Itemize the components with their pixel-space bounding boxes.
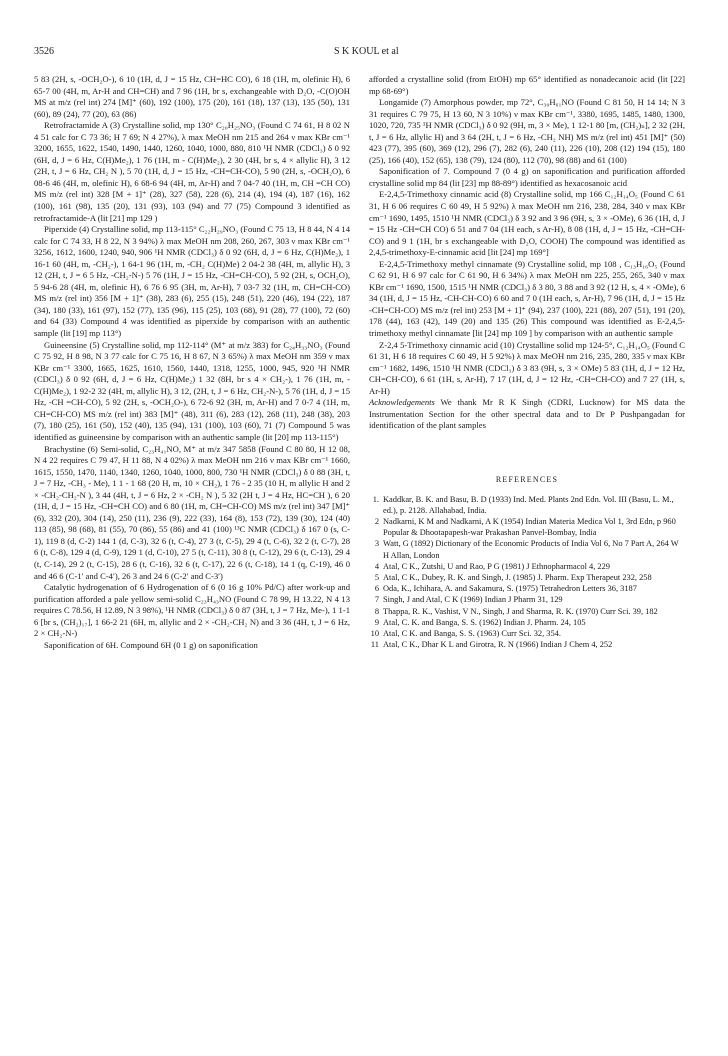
reference-item (369, 639, 685, 650)
reference-number: 4 (374, 561, 379, 571)
acknowledgements (369, 397, 685, 432)
reference-text: Atal, C K., Dhar K L and Girotra, R. N (1966) Indian J Chem 4, 252 (383, 640, 613, 650)
acknowledgements-text: We thank Mr R K Singh (CDRI, Lucknow) for MS data the Instrumentation Section for the other spectral data and to Dr P Pushpangadan for identification of the plant samples (369, 397, 685, 431)
left-paragraph: Piperxide (4) Crystalline solid, mp 113-115° C₂₂H₂₉NO₃ (Found C 75 13, H 8 44, N 4 14 calc for C 74 33, H 8 22, N 3 94%) λ max MeOH nm 208, 260, 267, 303 ν max KBr cm⁻¹ 3256, 1612, 1600, 1240, 940, 906 ¹H NMR (CDCl₃) δ 0 92 (6H, d, J = 6 Hz, C(H)Me₂), 1 16-1 60 (4H, m, -CH₂-), 1 64-1 96 (1H, m, -CH₂ C(H)Me) 2 04-2 38 (4H, m, allylic H), 3 12 (2H, t, J = 6 5 Hz, -CH₂-N-) 5 76 (1H, J = 15 Hz, -CH=CH-CO), 5 92 (2H, s, OCH₂O), 5 94-6 28 (4H, m, olefinic H), 6 76 6 95 (3H, m, Ar-H), 7 03-7 32 (1H, m, CH=CH-CO) MS m/z (rel int) 356 [M + 1]⁺ (38), 283 (6), 255 (15), 248 (51), 220 (46), 194 (22), 187 (34), 180 (33), 161 (97), 152 (77), 135 (96), 115 (25), 103 (68), 91 (28), 77 (100), 72 (60) and 64 (33) Compound 4 was identified as piperxide by comparison with an authentic sample (lit [19] mp 113°) (34, 224, 350, 339)
reference-text: Oda, K., Ichihara, A. and Sakamura, S. (1975) Tetrahedron Letters 36, 3187 (383, 584, 637, 594)
reference-text: Watt, G (1892) Dictionary of the Economic Products of India Vol 6, No 7 Part A, 264 W H Allan, London (383, 539, 679, 560)
reference-item (369, 561, 685, 572)
reference-item (369, 617, 685, 628)
left-paragraph: Retrofractamide A (3) Crystalline solid, mp 130° C₂₀H₂₅NO₃ (Found C 74 61, H 8 02 N 4 51 calc for C 73 36; H 7 69; N 4 27%), λ max MeOH nm 215 and 264 ν max KBr cm⁻¹ 3200, 1655, 1622, 1540, 1490, 1440, 1260, 1040, 1000, 880, 810 ¹H NMR (CDCl₃) δ 0 92 (6H, d, J = 6 Hz, C(H)Me₂), 1 76 (1H, m - C(H)Me₂), 2 30 (4H, br s, 4 × allylic H), 3 12 (2H, t, J = 6 Hz, CH₂ N ), 5 70 (1H, d, J = 15 Hz, -CH=CH-CO), 5 90 (2H, s, -OCH₂O), 6 08-6 46 (4H, m, olefinic H), 6 68-6 94 (4H, m, Ar-H) and 7 04-7 40 (1H, m, CH =CH CO) MS m/z (rel int) 328 [M + 1]⁺ (28), 327 (58), 228 (6), 214 (4), 194 (4), 187 (16), 162 (100), 161 (98), 135 (20), 131 (93), 103 (94) and 77 (75) Compound 3 identified as retrofractamide-A (lit [21] mp 129 ) (34, 120, 350, 223)
reference-number: 7 (374, 595, 379, 605)
reference-number: 11 (370, 640, 379, 650)
right-paragraph: Saponification of 7. Compound 7 (0 4 g) on saponification and purification afforded crystalline solid mp 84 (lit [23] mp 88-89°) identified as hexacosanoic acid (369, 166, 685, 188)
reference-item (369, 538, 685, 560)
reference-number: 3 (374, 539, 379, 549)
reference-text: Kaddkar, B. K. and Basu, B. D (1933) Ind. Med. Plants 2nd Edn. Vol. III (Basu, L. M., ed.), p. 2128. Allahabad, India. (383, 494, 674, 515)
reference-text: Atal, C K., Zutshi, U and Rao, P G (1981) J Ethnopharmacol 4, 229 (383, 561, 610, 571)
reference-number: 2 (374, 516, 379, 526)
right-paragraph: E-2,4,5-Trimethoxy methyl cinnamate (9) Crystalline solid, mp 108 , C₁₃H₁₆O₅ (Found C 62 91, H 6 97 calc for C 61 90, H 6 34%) λ max MeOH nm 225, 255, 265, 340 ν max KBr cm⁻¹ 1690, 1500, 1515 ¹H NMR (CDCl₃) δ 3 80, 3 88 and 3 92 (12 H, s, 4 × -OMe), 6 34 (1H, d, J = 15 Hz, -CH-CH-CO) 6 60 and 7 0 (1H each, s, Ar-H), 7 96 (1H, d, J = 15 Hz -CH=CH-CO) MS m/z (rel int) 253 [M + 1]⁺ (94), 237 (100), 221 (88), 207 (51), 191 (20), 178 (44), 163 (42), 149 (20) and 135 (26) This compound was identified as E-2,4,5-trimethoxy methyl cinnamate [lit [24] mp 109 ] by comparison with an authentic sample (369, 258, 685, 339)
right-column (369, 74, 685, 650)
left-column (34, 74, 350, 651)
page-header (34, 46, 694, 60)
reference-text: Atal, C K. and Banga, S. S. (1963) Curr Sci. 32, 354. (383, 628, 561, 638)
page-number: 3526 (34, 46, 54, 57)
reference-item (369, 516, 685, 538)
reference-number: 1. (372, 494, 379, 504)
reference-list (369, 494, 685, 651)
reference-text: Atal, C K., Dubey, R. K. and Singh, J. (1985) J. Pharm. Exp Therapeut 232, 258 (383, 572, 652, 582)
right-paragraph: E-2,4,5-Trimethoxy cinnamic acid (8) Crystalline solid, mp 166 C₁₂H₁₄O₅ (Found C 61 31, H 6 06 requires C 60 49, H 5 92%) λ max MeOH nm 216, 238, 284, 340 ν max KBr cm⁻¹ 1690, 1495, 1510 ¹H NMR (CDCl₃) δ 3 92 and 3 96 (9H, s, 3 × -OMe), 6 36 (1H, d, J = 15 Hz -CH=CH CO) 6 51 and 7 04 (1H each, s Ar-H), 8 08 (1H, d, J = 15 Hz, -CH=CH-CO) and 9 1 (1H, br s exchangeable with D₂O, COOH) The compound was identified as 2,4,5-trimethoxy-E-cinnamic acid [lit [24] mp 169°] (369, 189, 685, 258)
left-paragraph: 5 83 (2H, s, -OCH₂O-), 6 10 (1H, d, J = 15 Hz, CH=HC CO), 6 18 (1H, m, olefinic H), 6 65-7 00 (4H, m, Ar-H and CH=CH) and 7 96 (1H, br s, exchangeable with D₂O, -C(O)OH MS at m/z (rel int) 274 [M]⁺ (60), 192 (100), 175 (20), 161 (18), 137 (13), 135 (50), 131 (60), 89 (24), 77 (20), 63 (86) (34, 74, 350, 119)
right-paragraph: Longamide (7) Amorphous powder, mp 72°, C₃₀H₆₁NO (Found C 81 50, H 14 14; N 3 31 requires C 79 75, H 13 60, N 3 10%) ν max KBr cm⁻¹, 3380, 1695, 1485, 1480, 1300, 1020, 720, 735 ¹H NMR (CDCl₃) δ 0 92 (9H, m, 3 × Me), 1 12-1 80 [m, (CH₂)ₙ], 2 32 (2H, t, J = 6 Hz, allylic H) and 3 64 (2H, t, J = 6 Hz, -CH₂ NH) MS m/z (rel int) 451 [M]⁺ (50) 423 (77), 395 (60), 369 (12), 296 (7), 282 (6), 240 (11), 226 (10), 208 (12) 194 (15), 180 (25), 166 (40), 152 (65), 138 (79), 124 (80), 112 (70), 98 (88) and 61 (100) (369, 97, 685, 165)
reference-text: Singh, J and Atal, C K (1969) Indian J Pharm 31, 129 (383, 595, 563, 605)
left-paragraph: Brachystine (6) Semi-solid, C₂₃H₄₁NO, M⁺ at m/z 347 5858 (Found C 80 80, H 12 08, N 4 22 requires C 79 47, H 11 88, N 4 02%) λ max MeOH nm 216 ν max KBr cm⁻¹ 1660, 1615, 1550, 1470, 1140, 1340, 1260, 1040, 1000, 800, 730 ¹H NMR (CDCl₃) δ 0 88 (3H, t, J = 7 Hz, -CH₃ - Me), 1 1 - 1 68 (20 H, m, 10 × CH₂), 1 76 - 2 35 (10 H, m allylic H and 2 × -CH₂-CH₂-N ), 3 44 (4H, t, J = 6 Hz, 2 × -CH₂ N ), 5 32 (2H t, J = 4 Hz, HC=CH ), 6 20 (1H, d, J = 15 Hz, -CH=CH CO) and 6 80 (1H, m, CH=CH-CO) MS m/z (rel int) 347 [M]⁺ (6), 332 (20), 304 (14), 250 (11), 236 (9), 222 (33), 164 (8), 153 (72), 139 (30), 124 (40) 113 (85), 98 (68), 81 (55), 70 (86), 55 (86) and 41 (100) ¹³C NMR (CDCl₃) δ 167 0 (s, C-1), 119 8 (d, C-2) 144 1 (d, C-3), 32 6 (t, C-4), 27 3 (t, C-5), 29 4 (t, C-6), 32 2 (t, C-7), 28 6 (t, C-8), 129 4 (d, C-9), 129 1 (d, C-10), 27 5 (t, C-11), 30 8 (t, C-12), 29 6 (t, C-13), 29 4 (t, C-14), 29 2 (t, C-15), 28 6 (t, C-16), 32 6 (t, C-17), 22 6 (t, C-18), 14 1 (q, C-19), 46 0 and 46 6 (C-1′ and C-4′), 26 3 and 24 6 (C-2′ and C-3′) (34, 443, 350, 581)
references-title: REFERENCES (495, 474, 559, 484)
right-paragraph: Z-2,4 5-Trimethoxy cinnamic acid (10) Crystalline solid mp 124-5°, C₁₂H₁₄O₅ (Found C 61 31, H 6 18 requires C 60 49, H 5 92%) λ max MeOH nm 216, 235, 280, 335 ν max KBr cm⁻¹ 1682, 1496, 1510 ¹H NMR (CDCl₃) δ 3 83 (9H, s, 3 × OMe) 5 83 (1H, d, J = 12 Hz, CH=CH-CO), 6 61 (1H, s, Ar-H), 7 17 (1H, d, J = 12 Hz, -CH=CH-CO) and 7 27 (1H, s, Ar-H) (369, 339, 685, 396)
reference-number: 9 (374, 617, 379, 627)
reference-item (369, 494, 685, 516)
left-paragraph: Saponification of 6H. Compound 6H (0 1 g) on saponification (44, 639, 258, 650)
running-head: S K KOUL et al (334, 46, 399, 57)
reference-number: 5 (374, 572, 379, 582)
acknowledgements-label: Acknowledgements (369, 397, 435, 408)
left-paragraph: Guineensine (5) Crystalline solid, mp 112-114° (M⁺ at m/z 383) for C₂₄H₃₃NO₃ (Found C 75 92, H 8 98, N 3 77 calc for C 75 16, H 8 67, N 3 65%) λ max MeOH nm 359 ν max KBr cm⁻¹ 3300, 1665, 1625, 1610, 1560, 1440, 1318, 1255, 1000, 945, 920 ¹H NMR (CDCl₃) δ 0 92 (6H, d, J = 6 Hz, C(H)Me₂) 1 32 (8H, br s 4 × CH₂-), 1 76 (1H, m, -C(H)Me₂), 1 92-2 32 (4H, m, allylic H), 3 12, (2H, t, J = 6 Hz, CH₂-N-), 5 76 (1H, d, J = 15 Hz, -CH =CH-CO), 5 92 (2H, s, -OCH₂O-), 6 72-6 92 (3H, m, Ar-H) and 7 0-7 4 (1H, m, CH=CH-CO) MS m/z (rel int) 383 [M]⁺ (48), 311 (6), 283 (12), 268 (11), 248 (38), 203 (7), 180 (25), 161 (50), 152 (40), 135 (94), 131 (100), 103 (60), 71 (7) Compound 5 was identified as guineensine by comparison with an authentic sample (lit [20] mp 113-115°) (34, 339, 350, 442)
reference-number: 8 (374, 606, 379, 616)
reference-item (369, 583, 685, 594)
reference-item (369, 606, 685, 617)
reference-item (369, 572, 685, 583)
reference-number: 10 (370, 628, 379, 638)
right-paragraph: afforded a crystalline solid (from EtOH) mp 65° identified as nonadecanoic acid (lit [22] mp 68-69°) (369, 74, 685, 96)
reference-text: Nadkarni, K M and Nadkarni, A K (1954) Indian Materia Medica Vol 1, 3rd Edn, p 960 Popular & Dhootapapesh-war Prakashan Panvel-Bombay, India (383, 516, 676, 538)
left-paragraph: Catalytic hydrogenation of 6 Hydrogenation of 6 (0 16 g 10% Pd/C) after work-up and purification afforded a pale yellow semi-solid C₂₃H₄₃NO (Found C 78 99, H 13.22, N 4 13 requires C 78.56, H 12.89, N 3 98%), ¹H NMR (CDCl₃) δ 0 87 (3H, t, J = 7 Hz, Me-), 1 1-1 6 [br s, (CH₂)₁₇], 1 66-2 21 (6H, m, allylic and 2 × -CH₂-CH₂ N) and 3 36 (4H, t, J = 6 Hz, 2 × CH₂-N-) (34, 582, 350, 639)
reference-item (369, 594, 685, 605)
reference-number: 6 (374, 584, 379, 594)
reference-text: Atal, C. K. and Banga, S. S. (1962) Indian J. Pharm. 24, 105 (383, 617, 586, 627)
reference-item (369, 628, 685, 639)
reference-text: Thappa, R. K., Vashist, V N., Singh, J and Sharma, R. K. (1970) Curr Sci. 39, 182 (383, 606, 658, 616)
